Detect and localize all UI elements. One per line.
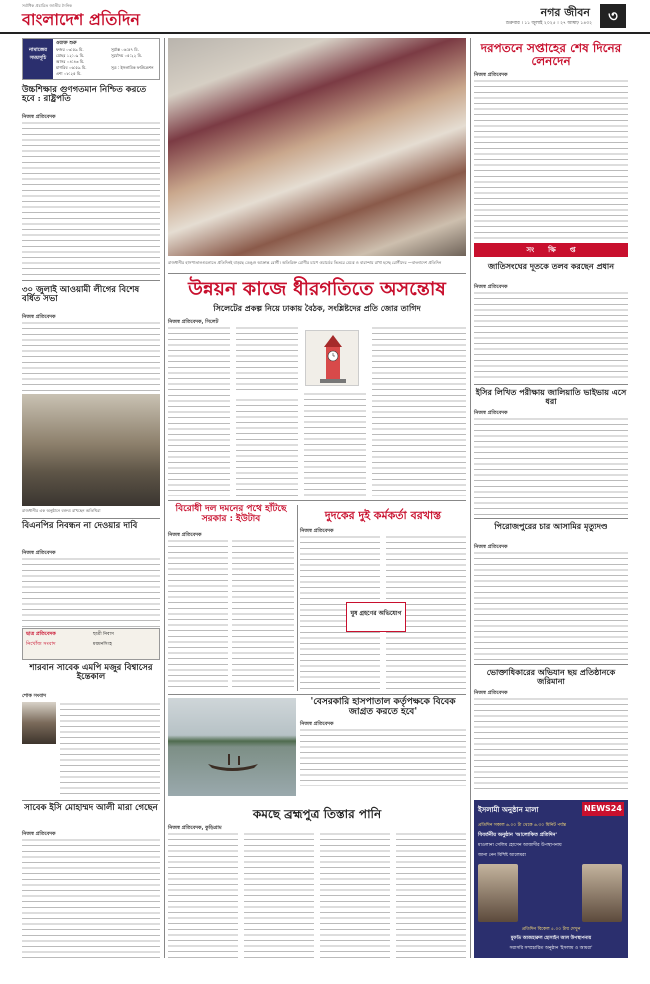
divider <box>168 500 466 501</box>
article-body <box>474 697 628 793</box>
article-body <box>22 557 160 627</box>
article-body <box>474 417 628 515</box>
prayer-times-box <box>22 38 160 80</box>
divider <box>474 384 628 385</box>
article-headline: 'বেসরকারি হাসপাতাল কর্তৃপক্ষকে বিবেক জাগ্রত করতে হবে' <box>310 697 456 717</box>
tv-advertisement[interactable] <box>474 800 628 958</box>
divider <box>168 273 466 274</box>
byline: নিজস্ব প্রতিবেদক <box>168 532 202 538</box>
ad-line: মুফতি আজহারুল হোসাইন আল উপস্থাপনায় <box>510 936 592 941</box>
photo-caption: রাজধানীর এক অনুষ্ঠানে বক্তব্য রাখছেন অতিথিরা <box>22 508 101 513</box>
ad-line: মাওলানা সেলিম হোসেন আজাদীর উপস্থাপনায় <box>478 843 562 848</box>
boat-icon <box>168 698 296 796</box>
ad-line: জানা নেন বিশিষ্ট আলেমরা <box>478 853 526 858</box>
brief-headline: ইসির লিখিত পরীক্ষায় জালিয়াতি ভাইভায় এসে ধরা <box>475 387 627 406</box>
photo-caption: রাজধানীর হাসপাতালগুলোতে প্রতিদিনই বাড়ছে ডেঙ্গু আক্রান্ত রোগী। অতিরিক্ত রোগীর চাপে ওয়ার্ডের ভিতরে মেঝে ও বারান্দায় রাখা হচ্ছে রোগীদের —বাংলাদেশ প্রতিদিন <box>168 260 442 265</box>
article-body <box>168 326 230 496</box>
brief-headline: ভোক্তাধিকারের অভিযান ছয় প্রতিষ্ঠানকে জরিমানা <box>486 667 616 686</box>
brief-headline: জাতিসংঘের দূতকে তলব করছেন প্রধান <box>487 261 614 271</box>
logo-wordmark: বাংলাদেশ প্রতিদিন <box>22 10 140 29</box>
lead-headline: উন্নয়ন কাজে ধীরগতিতে অসন্তোষ <box>188 278 446 300</box>
brief-label: ক্ষি <box>548 245 556 254</box>
ad-presenter-photo <box>582 864 622 922</box>
prayer-row: ফজর ০৩:৫৯ মি. <box>56 47 84 52</box>
obituary-portrait <box>22 702 56 744</box>
divider <box>22 800 160 801</box>
byline: নিজস্ব প্রতিবেদক <box>474 410 508 416</box>
article-body <box>474 551 628 661</box>
byline: নিজস্ব প্রতিবেদক <box>474 284 508 290</box>
prayer-row: যোহর ১২:০৯ মি. <box>56 53 85 58</box>
divider <box>168 694 466 695</box>
clock-tower-icon <box>306 331 360 387</box>
masthead <box>0 0 650 34</box>
notice-text: ছাত্রী নিবাস <box>93 632 114 637</box>
prayer-row: আসর ০৪:৪৩ মি. <box>56 59 85 64</box>
byline: নিজস্ব প্রতিবেদক, কুড়িগ্রাম <box>168 825 222 831</box>
prayer-title: ওয়াক্ত শুরু <box>56 41 77 46</box>
article-headline: দরপতনে সপ্তাহের শেষ দিনের লেনদেন <box>480 41 622 69</box>
ad-line: বিবর্তনীয় অনুষ্ঠান 'আলোকিত প্রতিদিন' <box>478 832 558 838</box>
byline: নিজস্ব প্রতিবেদক <box>300 528 334 534</box>
prayer-extra: সূর্যাস্ত ০৬:৫৭ মি. <box>111 47 139 52</box>
byline: নিজস্ব প্রতিবেদক <box>474 690 508 696</box>
pull-quote: ঘুষ গ্রহণের অভিযোগ <box>346 602 406 632</box>
column-rule <box>297 505 298 691</box>
clock-tower-illustration <box>305 330 359 386</box>
article-body <box>372 326 466 496</box>
ad-channel-logo: NEWS24 <box>582 802 624 816</box>
ad-line: প্রতিদিন সকাল ৬.০০ টা থেকে ৬.৩০ মিনিট পর্যন্ত <box>478 823 566 828</box>
lead-subhead: সিলেটের প্রকল্প নিয়ে ঢাকায় বৈঠক, সংশ্লিষ্টদের প্রতি জোর তাগিদ <box>213 303 421 313</box>
article-body <box>168 539 228 691</box>
article-body <box>22 321 160 391</box>
section-name: নগর জীবন <box>540 6 590 19</box>
article-body <box>236 398 298 496</box>
prayer-box-label: নামাজের সময়সূচি <box>23 39 53 79</box>
prayer-extra: সূত্র : ইসলামিক ফাউন্ডেশন <box>111 65 154 70</box>
logo-subtitle: সর্বাধিক প্রচারিত জাতীয় দৈনিক <box>22 3 72 8</box>
prayer-extra: সূর্যোদয় ০৫:২২ মি. <box>111 53 143 58</box>
ad-program-title: ইসলামী অনুষ্ঠান মালা <box>478 805 539 814</box>
column-rule <box>164 38 165 958</box>
byline: নিজস্ব প্রতিবেদক <box>300 721 334 727</box>
notice-box <box>22 628 160 660</box>
byline: নিজস্ব প্রতিবেদক <box>22 114 56 120</box>
ad-presenter-photo <box>478 864 518 922</box>
notice-text: নিখোঁজ সংবাদ <box>26 641 56 647</box>
article-body <box>168 832 238 958</box>
article-body <box>474 79 628 239</box>
article-headline: বিএনপির নিবন্ধন না দেওয়ার দাবি <box>22 521 138 531</box>
article-headline: দুদকের দুই কর্মকর্তা বরখাস্ত <box>324 509 442 522</box>
byline: নিজস্ব প্রতিবেদক <box>22 550 56 556</box>
ad-line: সরাসরি সম্প্রচারিত অনুষ্ঠান 'ইসলাম ও আমরা' <box>509 946 593 951</box>
article-body <box>232 539 294 691</box>
brief-banner <box>474 243 628 257</box>
article-body <box>300 728 466 786</box>
page-number: ৩ <box>600 4 626 28</box>
ad-line: প্রতিদিন বিকেল ৫.০০ টায় দেখুন <box>521 927 581 932</box>
byline: নিজস্ব প্রতিবেদক <box>22 831 56 837</box>
article-body <box>396 832 466 958</box>
article-body <box>22 121 160 275</box>
article-body <box>60 702 160 798</box>
article-body <box>320 832 390 958</box>
article-body <box>474 291 628 381</box>
byline: শোক সংবাদ <box>22 693 46 699</box>
article-headline: কমছে ব্রহ্মপুত্র তিস্তার পানি <box>252 807 382 821</box>
brief-label: প্ত <box>569 245 576 254</box>
article-headline: ৩০ জুলাই আওয়ামী লীগের বিশেষ বর্ধিত সভা <box>22 285 140 305</box>
newspaper-logo <box>22 3 192 31</box>
article-body <box>22 838 160 958</box>
lead-photo <box>168 38 466 256</box>
article-headline: সাবেক ইসি মোহাম্মদ আলী মারা গেছেন <box>24 803 158 813</box>
divider <box>22 518 160 519</box>
divider <box>474 664 628 665</box>
article-body <box>304 392 366 496</box>
issue-date: শুক্রবার । ১১ জুলাই ২০২৫ । ২৭ আষাঢ় ১৪৩২ <box>505 21 592 26</box>
byline: নিজস্ব প্রতিবেদক, সিলেট <box>168 319 219 325</box>
river-photo <box>168 698 296 796</box>
notice-text: ময়মনসিংহ <box>93 642 112 647</box>
byline: নিজস্ব প্রতিবেদক <box>474 544 508 550</box>
article-body <box>236 326 298 392</box>
article-body <box>244 832 314 958</box>
divider <box>474 518 628 519</box>
brief-headline: পিরোজপুরের চার আসামির মৃত্যুদণ্ড <box>494 521 608 531</box>
divider <box>22 280 160 281</box>
prayer-row: মাগরিব ০৬:৫৯ মি. <box>56 65 87 70</box>
notice-text: ছাত্র প্রতিবেদক <box>26 631 56 637</box>
column-rule <box>470 38 471 958</box>
byline: নিজস্ব প্রতিবেদক <box>22 314 56 320</box>
news-photo <box>22 394 160 506</box>
article-headline: শারবান সাবেক এমপি মজুর বিশ্বাসের ইন্তেকাল <box>29 663 153 683</box>
byline: নিজস্ব প্রতিবেদক <box>474 72 508 78</box>
brief-label: সং <box>526 245 535 254</box>
prayer-row: এশা ০৮:২৫ মি. <box>56 71 82 76</box>
article-headline: বিরোধী দল দমনের পথে হাঁটছে সরকার : ইউটাব <box>175 504 287 524</box>
article-headline: উচ্চশিক্ষার গুণগতমান নিশ্চিত করতে হবে : রাষ্ট্রপতি <box>22 85 147 105</box>
